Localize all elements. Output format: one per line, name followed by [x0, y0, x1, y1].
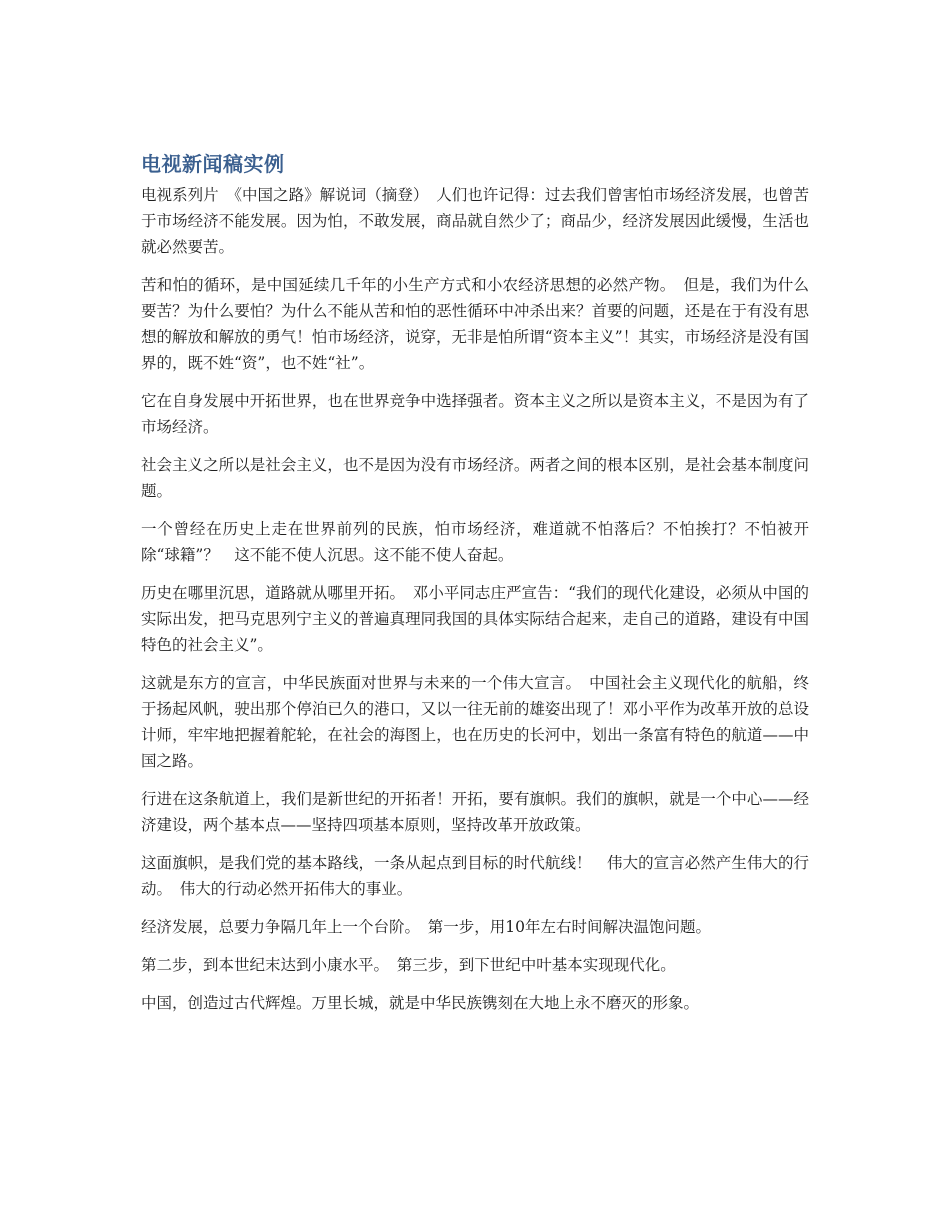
paragraph-10: 经济发展，总要力争隔几年上一个台阶。 第一步，用10年左右时间解决温饱问题。 — [141, 918, 711, 936]
paragraph-1: 电视系列片 《中国之路》解说词（摘登） 人们也许记得：过去我们曾害怕市场经济发展，也曾苦于市场经济不能发展。因为怕，不敢发展，商品就自然少了；商品少，经济发展因此缓慢，生活也就必然要苦。 — [141, 186, 809, 256]
paragraph-7: 这就是东方的宣言，中华民族面对世界与未来的一个伟大宣言。 中国社会主义现代化的航船，终于扬起风帆，驶出那个停泊已久的港口，又以一往无前的雄姿出现了！邓小平作为改革开放的总设计师，牢牢地把握着舵轮，在社会的海图上，也在历史的长河中，划出一条富有特色的航道——中国之路。 — [141, 674, 809, 770]
paragraph-4: 社会主义之所以是社会主义，也不是因为没有市场经济。两者之间的根本区别，是社会基本制度问题。 — [141, 456, 809, 500]
paragraph-11: 第二步，到本世纪末达到小康水平。 第三步，到下世纪中叶基本实现现代化。 — [141, 956, 676, 974]
paragraph-8: 行进在这条航道上，我们是新世纪的开拓者！开拓，要有旗帜。我们的旗帜，就是一个中心——经济建设，两个基本点——坚持四项基本原则，坚持改革开放政策。 — [141, 790, 809, 834]
paragraph-6: 历史在哪里沉思，道路就从哪里开拓。 邓小平同志庄严宣告：“我们的现代化建设，必须从中国的实际出发，把马克思列宁主义的普遍真理同我国的具体实际结合起来，走自己的道路，建设有中国特色的社会主义”。 — [141, 584, 809, 654]
document-page — [141, 150, 809, 1028]
paragraph-2: 苦和怕的循环，是中国延续几千年的小生产方式和小农经济思想的必然产物。 但是，我们为什么要苦？为什么要怕？为什么不能从苦和怕的恶性循环中冲杀出来？首要的问题，还是在于有没有思想的解放和解放的勇气！怕市场经济，说穿，无非是怕所谓“资本主义”！其实，市场经济是没有国界的，既不姓“资”，也不姓“社”。 — [141, 276, 809, 372]
paragraph-9: 这面旗帜，是我们党的基本路线，一条从起点到目标的时代航线！ 伟大的宣言必然产生伟大的行动。 伟大的行动必然开拓伟大的事业。 — [141, 854, 809, 898]
paragraph-12: 中国，创造过古代辉煌。万里长城，就是中华民族镌刻在大地上永不磨灭的形象。 — [141, 994, 700, 1012]
paragraph-5: 一个曾经在历史上走在世界前列的民族，怕市场经济，难道就不怕落后？不怕挨打？不怕被开除“球籍”？ 这不能不使人沉思。这不能不使人奋起。 — [141, 520, 809, 564]
document-title: 电视新闻稿实例 — [141, 152, 285, 176]
paragraph-3: 它在自身发展中开拓世界，也在世界竞争中选择强者。资本主义之所以是资本主义，不是因为有了市场经济。 — [141, 392, 809, 436]
